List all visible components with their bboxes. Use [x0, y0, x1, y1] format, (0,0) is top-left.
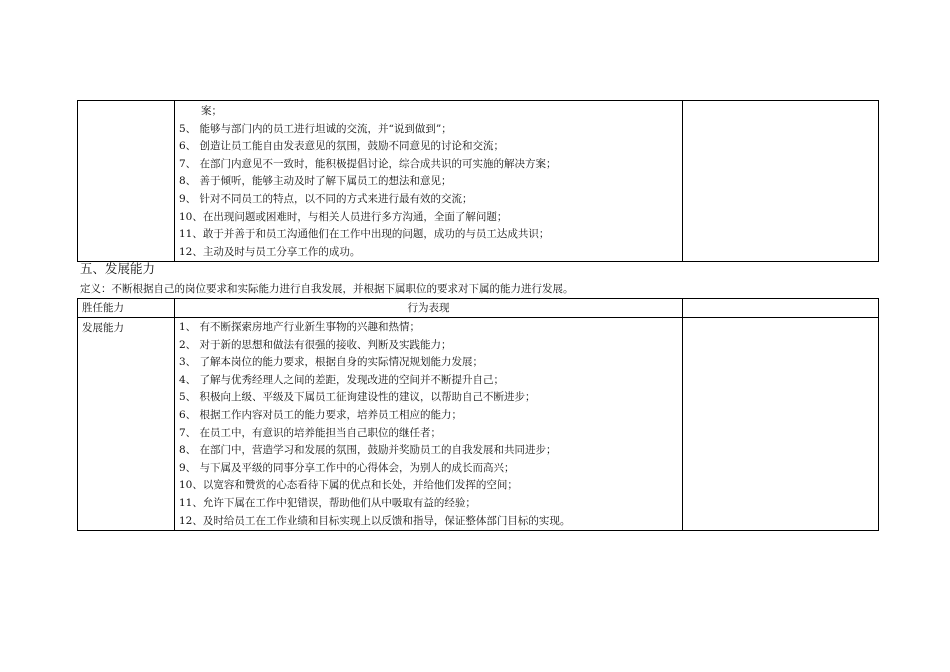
behavior-list [175, 318, 682, 530]
list-item: 5、 能够与部门内的员工进行坦诚的交流，并“说到做到”； [179, 122, 452, 135]
section-heading: 五、发展能力 [80, 261, 156, 276]
behavior-cell [175, 318, 683, 531]
list-item: 9、 与下属及平级的同事分享工作中的心得体会，为别人的成长而高兴； [179, 461, 515, 474]
list-item: 案； [201, 105, 222, 117]
list-item: 10、以宽容和赞赏的心态看待下属的优点和长处，并给他们发挥的空间； [179, 479, 518, 492]
behavior-list [175, 101, 682, 261]
table-header-row [78, 299, 879, 318]
header-competency: 胜任能力 [78, 299, 175, 318]
notes-cell [683, 101, 879, 262]
table-row [78, 101, 879, 262]
list-item: 12、主动及时与员工分享工作的成功。 [179, 245, 361, 258]
list-item: 8、 在部门中，营造学习和发展的氛围，鼓励并奖励员工的自我发展和共同进步； [179, 444, 557, 457]
list-item: 9、 针对不同员工的特点，以不同的方式来进行最有效的交流； [179, 192, 473, 205]
list-item: 2、 对于新的思想和做法有很强的接收、判断及实践能力； [179, 338, 452, 351]
header-behavior: 行为表现 [175, 299, 683, 318]
list-item: 10、在出现问题或困难时，与相关人员进行多方沟通，全面了解问题； [179, 210, 508, 223]
table-row [78, 318, 879, 531]
list-item: 1、 有不断探索房地产行业新生事物的兴趣和热情； [179, 321, 421, 333]
list-item: 4、 了解与优秀经理人之间的差距，发现改进的空间并不断提升自己； [179, 373, 505, 386]
section-definition: 定义：不断根据自己的岗位要求和实际能力进行自我发展，并根据下属职位的要求对下属的能力进行发展。 [80, 283, 574, 295]
list-item: 11、允许下属在工作中犯错误，帮助他们从中吸取有益的经验； [179, 496, 476, 509]
list-item: 7、 在员工中，有意识的培养能担当自己职位的继任者； [179, 426, 442, 439]
row-label: 发展能力 [82, 322, 124, 334]
notes-cell [683, 318, 879, 531]
competency-cell [78, 101, 175, 262]
development-ability-table [77, 298, 879, 531]
competency-cell [78, 318, 175, 531]
list-item: 7、 在部门内意见不一致时，能积极提倡讨论，综合成共识的可实施的解决方案； [179, 157, 557, 170]
list-item: 6、 根据工作内容对员工的能力要求，培养员工相应的能力； [179, 408, 463, 421]
list-item: 8、 善于倾听，能够主动及时了解下属员工的想法和意见； [179, 175, 452, 188]
list-item: 3、 了解本岗位的能力要求，根据自身的实际情况规划能力发展； [179, 356, 484, 369]
list-item: 12、及时给员工在工作业绩和目标实现上以反馈和指导，保证整体部门目标的实现。 [179, 514, 571, 527]
list-item: 6、 创造让员工能自由发表意见的氛围，鼓励不同意见的讨论和交流； [179, 140, 505, 153]
behavior-cell [175, 101, 683, 262]
list-item: 5、 积极向上级、平级及下属员工征询建设性的建议，以帮助自己不断进步； [179, 391, 536, 404]
header-notes [683, 299, 879, 318]
list-item: 11、敢于并善于和员工沟通他们在工作中出现的问题，成功的与员工达成共识； [179, 228, 550, 241]
communication-table-continued [77, 100, 879, 262]
